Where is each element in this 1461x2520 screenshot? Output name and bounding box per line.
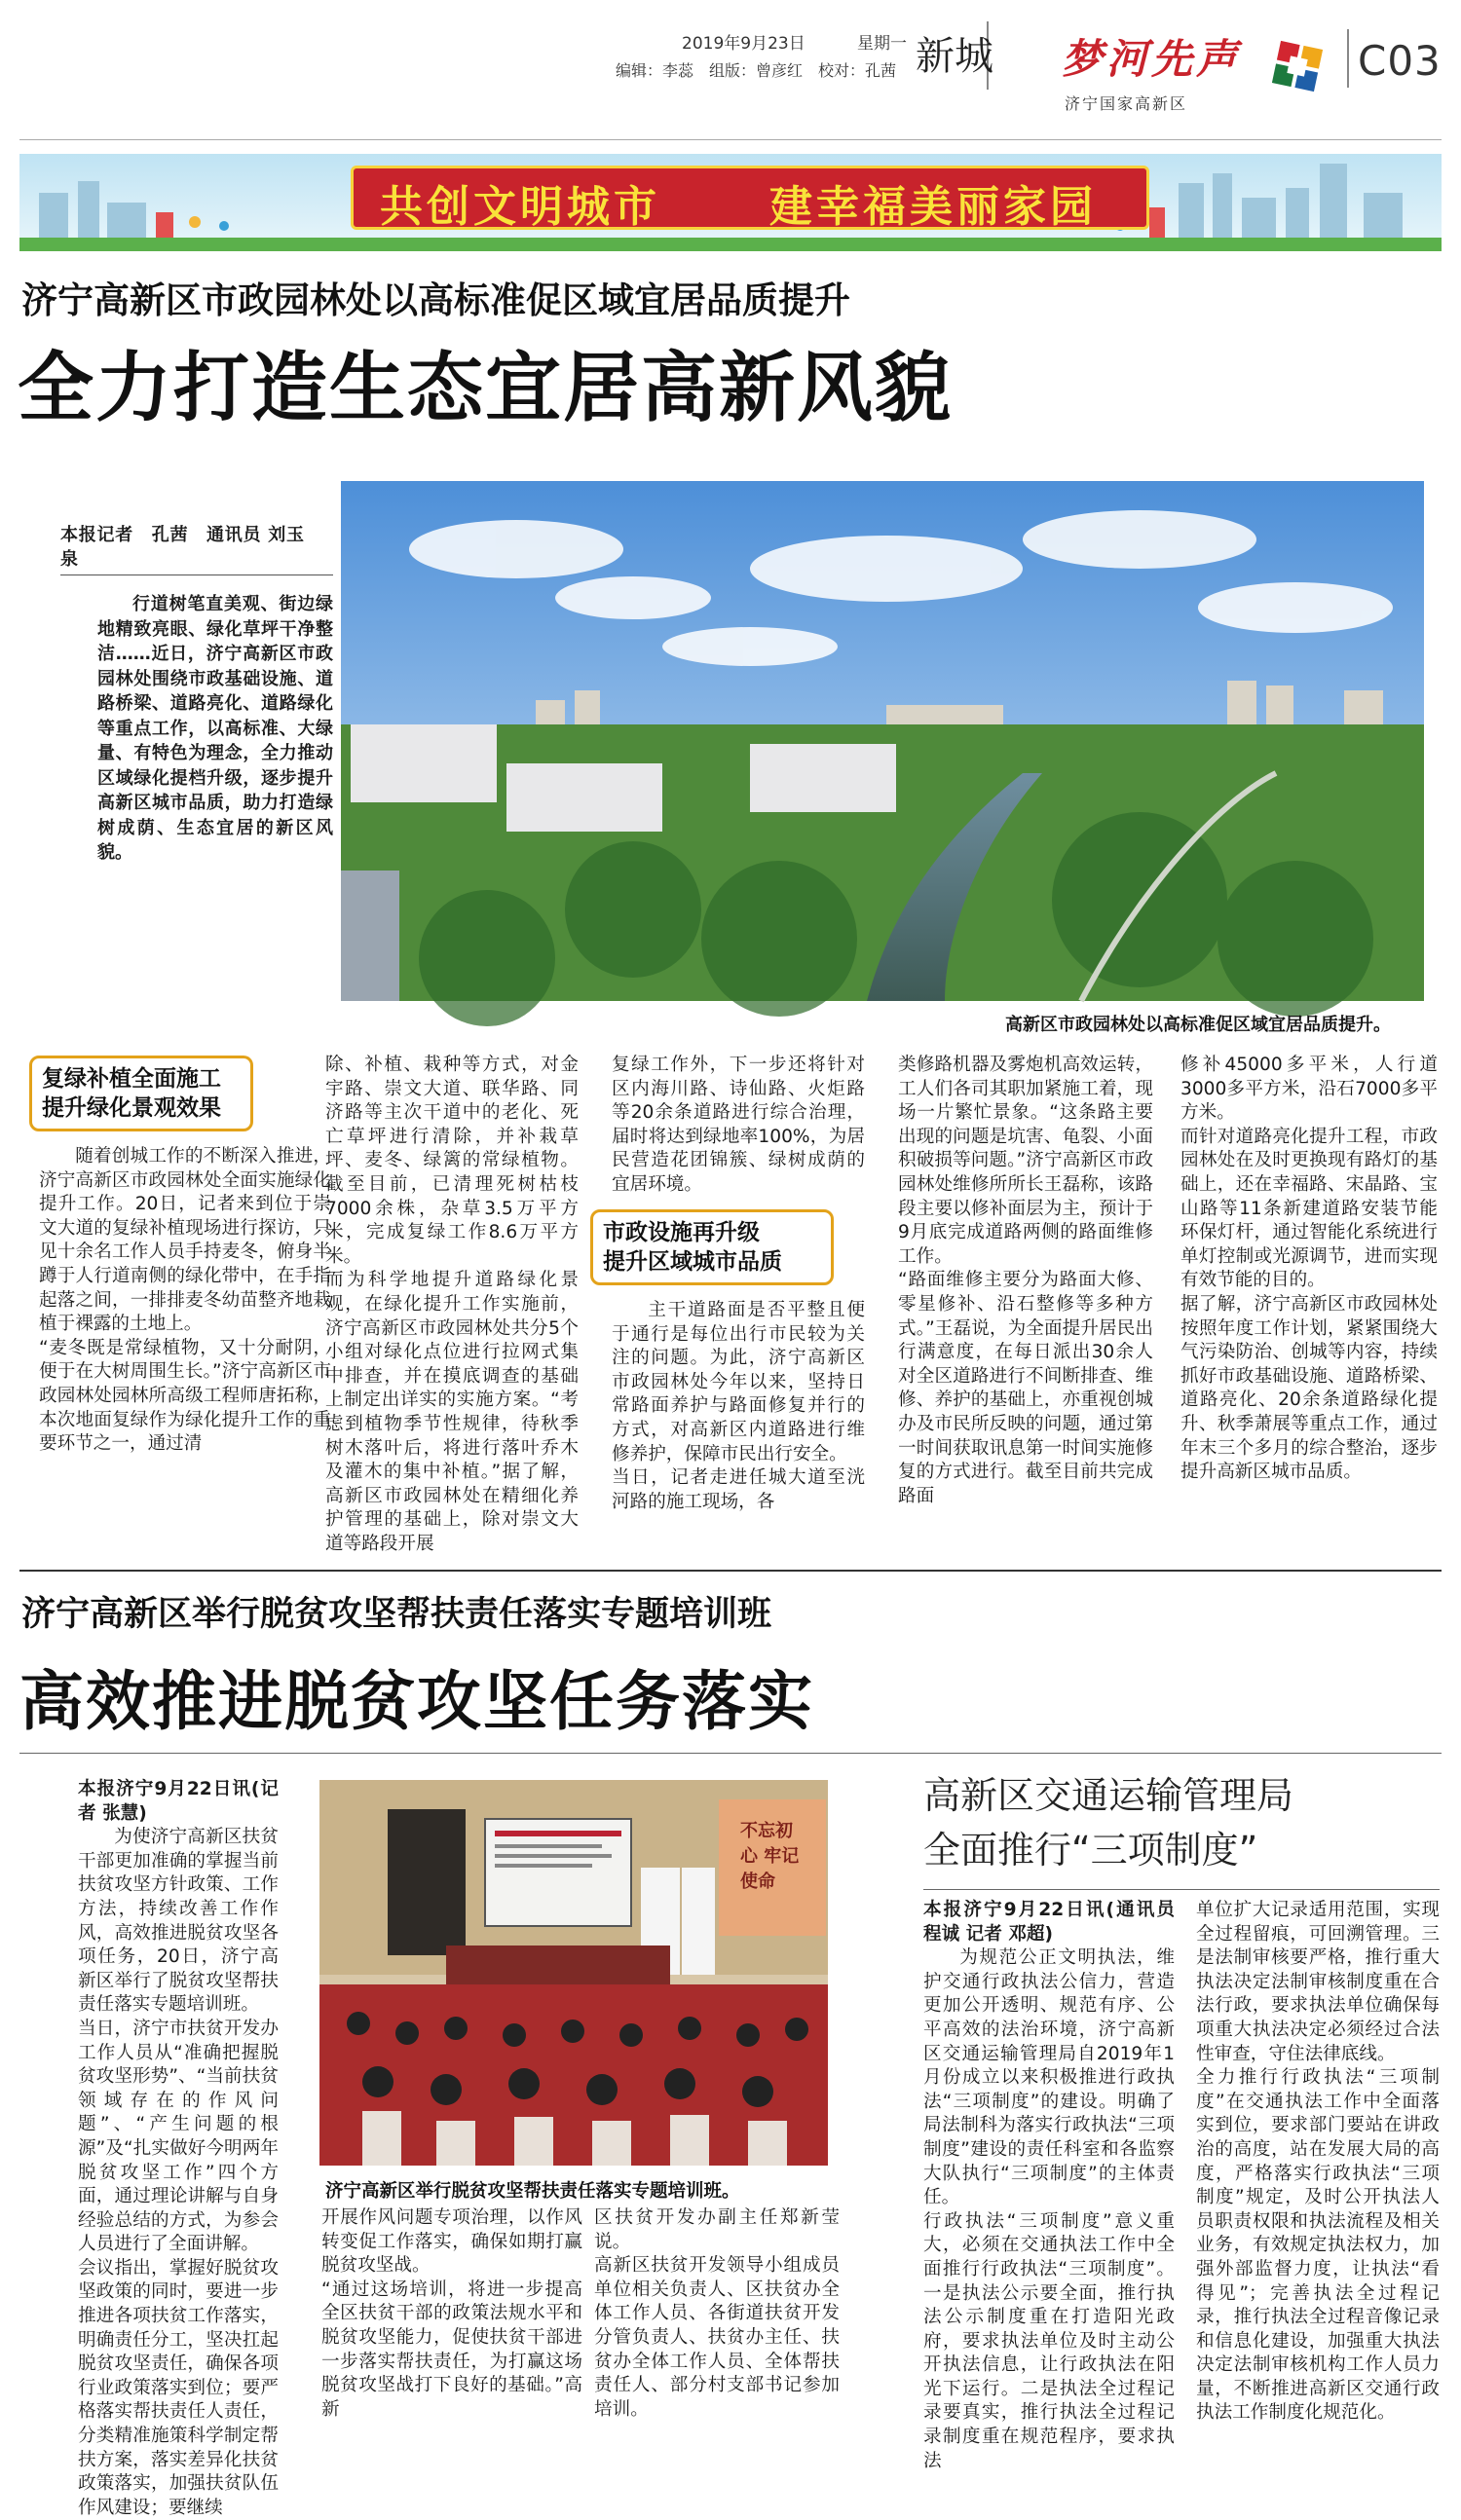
civilization-banner <box>19 154 1442 251</box>
article1-lead <box>97 592 333 866</box>
editors-line: 编辑：李蕊 组版：曾彦红 校对：孔茜 <box>616 61 897 80</box>
banner-slogan-right: 建幸福美丽家园 <box>769 182 1097 232</box>
col1-text: 随着创城工作的不断深入推进，济宁高新区市政园林处全面实施绿化提升工作。20日，记者来到位于崇文大道的复绿补植现场进行探访，只见十余名工作人员手持麦冬，俯身半蹲于人行道南侧的绿化带中，在手指起落之间，一排排麦冬幼苗整齐地栽植于裸露的土地上。 “麦冬既是常绿植物，又十分耐阴，便于在大树周围生长。”济宁高新区市政园林处园林所高级工程师唐拓称，本次地面复绿作为绿化提升工作的重要环节之一，通过清 <box>39 1146 331 1455</box>
col3a-text: 复绿工作外，下一步还将针对区内海川路、诗仙路、火炬路等20余条道路进行综合治理，届时将达到绿地率100%，为居民营造花团锦簇、绿树成荫的宜居环境。 <box>612 1055 865 1195</box>
article2-kicker: 济宁高新区举行脱贫攻坚帮扶责任落实专题培训班 <box>21 1595 772 1634</box>
article1-col5 <box>1180 1054 1438 1554</box>
article2-col1-text: 为使济宁高新区扶贫干部更加准确的掌握当前扶贫攻坚方针政策、工作方法，持续改善工作作风，高效推进脱贫攻坚各项任务，20日，济宁高新区举行了脱贫攻坚帮扶责任落实专题培训班。 当日，济宁市扶贫开发办工作人员从“准确把握脱贫攻坚形势”、“当前扶贫领域存在的作风问题”、“产生问题的根源”及“扎实做好今明两年脱贫攻坚工作”四个方面，通过理论讲解与自身经验总结的方式，为参会人员进行了全面讲解。 会议指出，掌握好脱贫攻坚政策的同时，要进一步推进各项扶贫工作落实，明确责任分工，坚决扛起脱贫攻坚责任，确保各项行业政策落实到位；要严格落实帮扶责任人责任，分类精准施策科学制定帮扶方案，落实差异化扶贫政策落实，加强扶贫队伍作风建设；要继续 <box>78 1827 279 2518</box>
article2-col2 <box>321 2206 582 2489</box>
masthead <box>0 0 1461 146</box>
article2-col2-text: 开展作风问题专项治理，以作风转变促工作落实，确保如期打赢脱贫攻坚战。 “通过这场培训，将进一步提高全区扶贫干部的政策法规水平和脱贫攻坚能力，促使扶贫干部进一步落实帮扶责任，为打赢这场脱贫攻坚战打下良好的基础。”高新 <box>321 2207 582 2420</box>
section-name: 新城 <box>916 34 993 79</box>
article3-rule <box>923 1889 1440 1890</box>
article2-col1 <box>78 1778 279 2518</box>
zone-name: 济宁国家高新区 <box>1065 94 1188 113</box>
article2-col3-text: 区扶贫开发办副主任郑新莹说。 高新区扶贫开发领导小组成员单位相关负责人、区扶贫办全体工作人员、各街道扶贫开发分管负责人、扶贫办主任、扶贫办全体工作人员、全体帮扶责任人、部分村支部书记参加培训。 <box>594 2207 840 2420</box>
article2-photo <box>319 1780 828 2166</box>
article1-col3b <box>612 1299 865 1554</box>
article1-kicker: 济宁高新区市政园林处以高标准促区域宜居品质提升 <box>21 279 850 321</box>
col3b-text: 主干道路面是否平整且便于通行是每位出行市民较为关注的问题。为此，济宁高新区市政园林处今年以来，坚持日常路面养护与路面修复并行的方式，对高新区内道路进行维修养护，保障市民出行安全。 当日，记者走进任城大道至洸河路的施工现场，各 <box>612 1300 865 1512</box>
article1-photo-caption: 高新区市政园林处以高标准促区域宜居品质提升。 <box>1005 1015 1391 1035</box>
article2-underline <box>19 1753 1442 1754</box>
subhead-1-text: 复绿补植全面施工 提升绿化景观效果 <box>42 1066 221 1121</box>
col5-text: 修补45000多平米，人行道3000多平方米，沿石7000多平方米。 而针对道路亮化提升工程，市政园林处在及时更换现有路灯的基础上，还在幸福路、宋晶路、宝山路等11条新建道路安装节能环保灯杆，通过智能化系统进行单灯控制或光源调节，进而实现有效节能的目的。 据了解，济宁高新区市政园林处按照年度工作计划，紧紧围绕大气污染防治、创城等内容，持续抓好市政基础设施、道路桥梁、道路亮化、20余条道路绿化提升、秋季萧展等重点工作，通过年末三个多月的综合整治，逐步提升高新区城市品质。 <box>1180 1055 1438 1483</box>
page-no-divider <box>1347 29 1349 88</box>
landscape-photo-icon <box>341 481 1424 1001</box>
lead-paragraph: 行道树笔直美观、街边绿地精致亮眼、绿化草坪干净整洁……近日，济宁高新区市政园林处围绕市政基础设施、道路桥梁、道路亮化、道路绿化等重点工作，以高标准、大绿量、有特色为理念，全力推动区域绿化提档升级，逐步提升高新区城市品质，助力打造绿树成荫、生态宜居的新区风貌。 <box>97 594 333 863</box>
section-divider <box>19 1570 1442 1572</box>
issue-date: 2019年9月23日 <box>682 34 805 54</box>
article3-col2-text: 单位扩大记录适用范围，实现全过程留痕，可回溯管理。三是法制审核要严格，推行重大执法决定法制审核制度重在合法行政，要求执法单位确保每项重大执法决定必须经过合法性审查，守住法律底线。 全力推行行政执法“三项制度”在交通执法工作中全面落实到位，要求部门要站在讲政治的高度，站在发展大局的高度，严格落实行政执法“三项制度”规定，及时公开执法人员职责权限和执法流程及相关业务，有效规定执法权力，加强外部监督力度，让执法“看得见”；完善执法全过程记录，推行执法全过程音像记录和信息化建设，加强重大执法决定法制审核机构工作人员力量，不断推进高新区交通行政执法工作制度化规范化。 <box>1196 1900 1440 2424</box>
col2-text: 除、补植、栽种等方式，对金宇路、崇文大道、联华路、同济路等主次干道中的老化、死亡草坪进行清除，并补栽草坪、麦冬、绿篱的常绿植物。截至目前，已清理死树枯枝7000余株，杂草3.5万平方米，完成复绿工作8.6万平方米。 而为科学地提升道路绿化景观，在绿化提升工作实施前，济宁高新区市政园林处共分5个小组对绿化点位进行拉网式集中排查，并在摸底调查的基础上制定出详实的实施方案。“考虑到植物季节性规律，待秋季树木落叶后，将进行落叶乔木及灌木的集中补植。”据了解，高新区市政园林处在精细化养护管理的基础上，除对崇文大道等路段开展 <box>325 1055 579 1554</box>
article3-headline: 高新区交通运输管理局 全面推行“三项制度” <box>923 1774 1294 1871</box>
byline-rule <box>60 574 333 575</box>
page-number: C03 <box>1358 37 1442 85</box>
photo-hall-banner: 不忘初心 牢记使命 <box>740 1821 800 1892</box>
banner-slogan-left: 共创文明城市 <box>380 182 660 232</box>
article1-headline: 全力打造生态宜居高新风貌 <box>18 345 954 432</box>
article3-col2 <box>1196 1899 1440 2493</box>
article1-col3a <box>612 1054 865 1200</box>
issue-weekday: 星期一 <box>857 34 907 54</box>
zone-logo-icon <box>1272 41 1323 92</box>
article2-dateline: 本报济宁9月22日讯(记者 张慧) <box>78 1779 279 1824</box>
article3-col1-text: 为规范公正文明执法，维护交通行政执法公信力，营造更加公开透明、规范有序、公平高效的法治环境，济宁高新区交通运输管理局自2019年1月份成立以来积极推进行政执法“三项制度”的建设。明确了局法制科为落实行政执法“三项制度”建设的责任科室和各监察大队执行“三项制度”的主体责任。 行政执法“三项制度”意义重大，必须在交通执法工作中全面推行行政执法“三项制度”。一是执法公示要全面，推行执法公示制度重在打造阳光政府，要求执法单位及时主动公开执法信息，让行政执法在阳光下运行。二是执法全过程记录要真实，推行执法全过程记录制度重在规范程序，要求执法 <box>923 1947 1175 2471</box>
article2-photo-caption: 济宁高新区举行脱贫攻坚帮扶责任落实专题培训班。 <box>325 2181 740 2202</box>
newspaper-logo: 梦河先声 <box>1062 35 1242 83</box>
article3-col1 <box>923 1899 1175 2493</box>
subhead-2-text: 市政设施再升级 提升区域城市品质 <box>603 1220 782 1275</box>
header-bottom-rule <box>19 139 1442 140</box>
article2-headline: 高效推进脱贫攻坚任务落实 <box>19 1664 814 1739</box>
article1-col2 <box>325 1054 579 1552</box>
article1-col4 <box>898 1054 1153 1554</box>
article1-photo <box>341 481 1424 1001</box>
article3-dateline: 本报济宁9月22日讯(通讯员 程诚 记者 邓超) <box>923 1900 1175 1945</box>
article1-subhead-1 <box>29 1056 253 1131</box>
article2-col3 <box>594 2206 840 2489</box>
col4-text: 类修路机器及雾炮机高效运转，工人们各司其职加紧施工着，现场一片繁忙景象。“这条路主要出现的问题是坑害、龟裂、小面积破损等问题。”济宁高新区市政园林处维修所所长王磊称，该路段主要以修补面层为主，预计于9月底完成道路两侧的路面维修工作。 “路面维修主要分为路面大修、零星修补、沿石整修等多种方式。”王磊说，为全面提升居民出行满意度，在每日派出30余人对全区道路进行不间断排查、维修、养护的基础上，亦重视创城办及市民所反映的问题，通过第一时间获取讯息第一时间实施修复的方式进行。截至目前共完成路面 <box>898 1055 1153 1506</box>
article1-byline: 本报记者 孔茜 通讯员 刘玉泉 <box>60 525 304 570</box>
article1-col1 <box>39 1145 331 1554</box>
article1-subhead-2 <box>590 1209 834 1285</box>
